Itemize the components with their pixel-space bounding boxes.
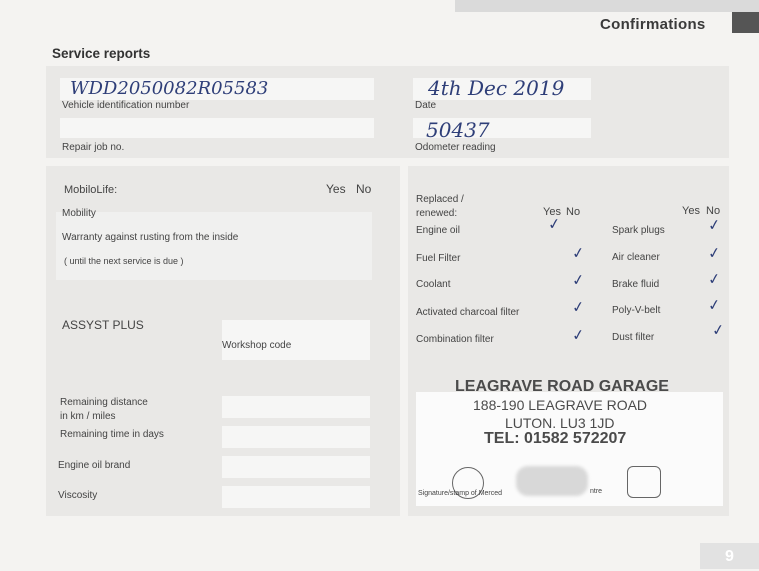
viscosity-field: [222, 486, 370, 508]
section-tab-marker: [732, 12, 759, 33]
air-cleaner-label: Air cleaner: [612, 252, 660, 263]
garage-phone: TEL: 01582 572207: [484, 430, 627, 447]
section-title: Service reports: [52, 46, 151, 61]
remaining-distance-label-1: Remaining distance: [60, 397, 148, 408]
remaining-time-field: [222, 426, 370, 448]
replaced-yes: Yes: [543, 206, 561, 218]
replaced-no: No: [566, 206, 581, 218]
date-value: 4th Dec 2019: [428, 76, 565, 100]
dust-filter-tick: ✓: [710, 321, 726, 340]
brake-fluid-tick: ✓: [706, 270, 722, 289]
brake-fluid-label: Brake fluid: [612, 279, 660, 290]
spark-plugs-tick: ✓: [706, 216, 722, 235]
garage-address: 188-190 LEAGRAVE ROAD: [473, 397, 648, 413]
repair-job-label: Repair job no.: [62, 142, 125, 153]
combination-filter-tick: ✓: [570, 326, 586, 345]
fuel-filter-tick: ✓: [570, 244, 586, 263]
spark-plugs-label: Spark plugs: [612, 225, 665, 236]
vin-label: Vehicle identification number: [62, 100, 190, 111]
rust-warranty-label: Warranty against rusting from the inside: [62, 232, 239, 243]
air-cleaner-tick: ✓: [706, 244, 722, 263]
odometer-value: 50437: [426, 118, 490, 142]
mobilolife-row-field: [56, 212, 372, 280]
coolant-label: Coolant: [416, 279, 451, 290]
engine-oil-label: Engine oil: [416, 225, 460, 236]
repair-job-field: [60, 118, 374, 138]
workshop-code-label: Workshop code: [222, 340, 292, 351]
oil-brand-label: Engine oil brand: [58, 460, 131, 471]
signature-stamp-label-end: ntre: [590, 488, 603, 495]
page-title: Confirmations: [600, 16, 706, 33]
replaced-no-right: No: [706, 205, 721, 217]
engine-oil-tick: ✓: [546, 215, 562, 234]
signature-stamp-label: Signature/stamp of Merced: [418, 490, 503, 497]
poly-v-belt-tick: ✓: [706, 296, 722, 315]
replaced-title-2: renewed:: [416, 208, 458, 219]
remaining-distance-field: [222, 396, 370, 418]
vin-value: WDD2050082R05583: [70, 78, 269, 99]
mobilolife-no: No: [356, 182, 372, 196]
dust-filter-label: Dust filter: [612, 332, 655, 343]
coolant-tick: ✓: [570, 271, 586, 290]
viscosity-label: Viscosity: [58, 490, 98, 501]
poly-v-belt-label: Poly-V-belt: [612, 305, 661, 316]
redacted-logo: [516, 466, 588, 496]
seat-logo-icon: [627, 466, 661, 498]
garage-name: LEAGRAVE ROAD GARAGE: [455, 378, 669, 395]
remaining-time-label: Remaining time in days: [60, 429, 164, 440]
charcoal-filter-label: Activated charcoal filter: [416, 307, 520, 318]
replaced-title-1: Replaced /: [416, 194, 464, 205]
assyst-title: ASSYST PLUS: [62, 318, 144, 332]
rust-warranty-note: ( until the next service is due ): [64, 256, 184, 266]
date-label: Date: [415, 100, 437, 111]
charcoal-filter-tick: ✓: [570, 298, 586, 317]
oil-brand-field: [222, 456, 370, 478]
replaced-yes-right: Yes: [682, 205, 700, 217]
fuel-filter-label: Fuel Filter: [416, 253, 461, 264]
garage-town: LUTON. LU3 1JD: [505, 415, 615, 431]
remaining-distance-label-2: in km / miles: [60, 411, 116, 422]
top-bar: [455, 0, 759, 12]
page-number: 9: [700, 543, 759, 569]
combination-filter-label: Combination filter: [416, 334, 494, 345]
mobility-label: Mobility: [62, 208, 96, 219]
mobilolife-yes: Yes: [326, 182, 346, 196]
odometer-label: Odometer reading: [415, 142, 496, 153]
mobilolife-title: MobiloLife:: [64, 184, 118, 196]
